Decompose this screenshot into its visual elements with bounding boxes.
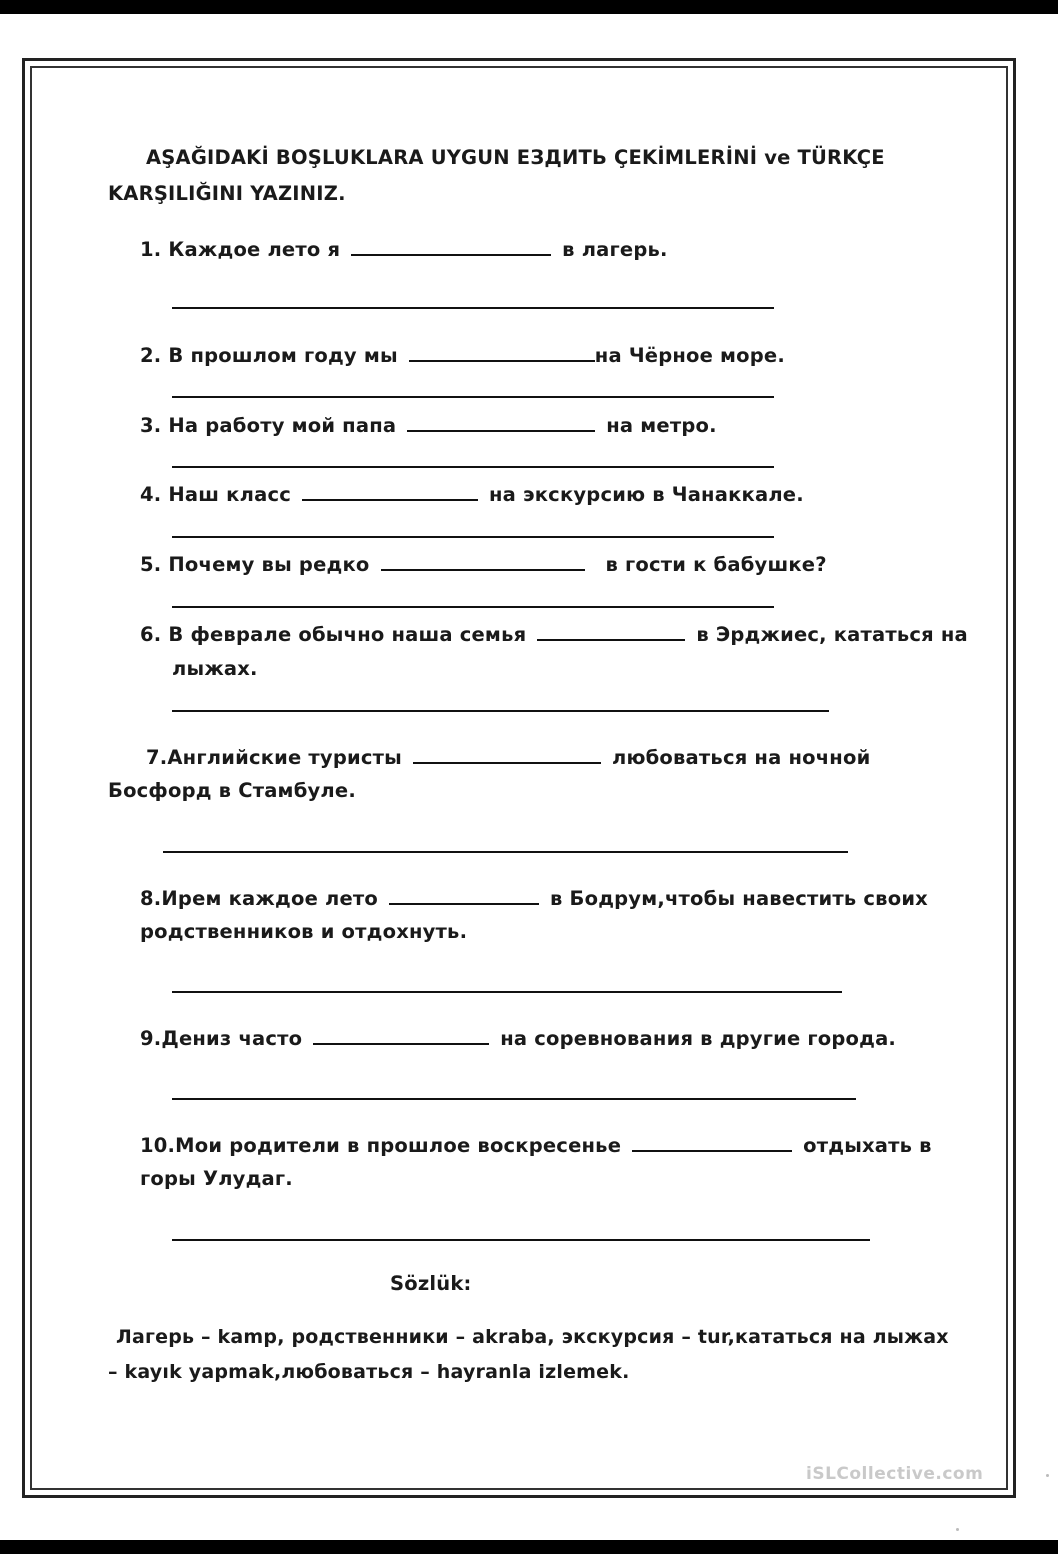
exercise-text-before: Ирем каждое лето <box>161 887 378 910</box>
translation-line-1[interactable] <box>172 307 774 309</box>
answer-blank[interactable] <box>302 481 478 501</box>
exercise-2 <box>140 342 785 367</box>
translation-line-6[interactable] <box>172 710 829 712</box>
exercise-9 <box>140 1025 896 1050</box>
exercise-text-before: На работу мой папа <box>168 414 397 437</box>
exercise-text-after: в Эрджиес, кататься на <box>696 623 968 646</box>
answer-blank[interactable] <box>413 744 601 764</box>
exercise-10 <box>140 1132 932 1157</box>
exercise-text-after: отдыхать в <box>803 1134 932 1157</box>
exercise-text-before: Дениз часто <box>161 1027 303 1050</box>
exercise-text-after: в гости к бабушке? <box>605 553 827 576</box>
worksheet-border <box>22 58 1016 1498</box>
instructions-line-1: AŞAĞIDAKİ BOŞLUKLARA UYGUN ЕЗДИТЬ ÇEKİMLERİNİ ve TÜRKÇE <box>146 146 885 169</box>
exercise-number: 5. <box>140 553 162 576</box>
speck <box>956 1528 959 1531</box>
exercise-text-after: на метро. <box>606 414 717 437</box>
instructions-line-2: KARŞILIĞINI YAZINIZ. <box>108 182 346 205</box>
top-bar <box>0 0 1058 14</box>
exercise-number: 7. <box>146 746 168 769</box>
exercise-number: 3. <box>140 414 162 437</box>
watermark: iSLCollective.com <box>806 1464 984 1484</box>
answer-blank[interactable] <box>381 551 585 571</box>
translation-line-5[interactable] <box>172 606 774 608</box>
exercise-text-before: Английские туристы <box>167 746 402 769</box>
answer-blank[interactable] <box>409 342 595 362</box>
exercise-1 <box>140 236 668 261</box>
exercise-text-after: на экскурсию в Чанаккале. <box>488 483 804 506</box>
translation-line-4[interactable] <box>172 536 774 538</box>
exercise-text-before: Каждое лето я <box>168 238 341 261</box>
answer-blank[interactable] <box>389 885 539 905</box>
exercise-number: 4. <box>140 483 162 506</box>
exercise-4 <box>140 481 804 506</box>
exercise-3 <box>140 412 717 437</box>
exercise-text-before: Наш класс <box>168 483 291 506</box>
translation-line-8[interactable] <box>172 991 842 993</box>
answer-blank[interactable] <box>407 412 595 432</box>
bottom-bar <box>0 1540 1058 1554</box>
exercise-7 <box>146 744 870 769</box>
exercise-7-continuation: Босфорд в Стамбуле. <box>108 779 356 802</box>
answer-blank[interactable] <box>351 236 551 256</box>
translation-line-2[interactable] <box>172 396 774 398</box>
exercise-8-continuation: родственников и отдохнуть. <box>140 920 468 943</box>
exercise-10-continuation: горы Улудаг. <box>140 1167 293 1190</box>
exercise-number: 10. <box>140 1134 176 1157</box>
exercise-number: 1. <box>140 238 162 261</box>
answer-blank[interactable] <box>632 1132 792 1152</box>
dictionary-line-1: Лагерь – kamp, родственники – akraba, экскурсия – tur,кататься на лыжах <box>116 1326 949 1348</box>
answer-blank[interactable] <box>537 621 685 641</box>
translation-line-3[interactable] <box>172 466 774 468</box>
exercise-text-before: Почему вы редко <box>168 553 370 576</box>
worksheet-inner-border <box>30 66 1008 1490</box>
exercise-6 <box>140 621 968 646</box>
speck <box>1046 1474 1049 1477</box>
translation-line-7[interactable] <box>163 851 848 853</box>
exercise-text-before: В прошлом году мы <box>168 344 398 367</box>
dictionary-line-2: – kayık yapmak,любоваться – hayranla izlemek. <box>108 1361 630 1383</box>
exercise-number: 8. <box>140 887 162 910</box>
translation-line-10[interactable] <box>172 1239 870 1241</box>
exercise-number: 9. <box>140 1027 162 1050</box>
exercise-6-continuation: лыжах. <box>172 657 258 680</box>
exercise-text-after: на Чёрное море. <box>594 344 785 367</box>
translation-line-9[interactable] <box>172 1098 856 1100</box>
exercise-text-after: в Бодрум,чтобы навестить своих <box>550 887 928 910</box>
exercise-text-before: В феврале обычно наша семья <box>168 623 527 646</box>
exercise-text-after: на соревнования в другие города. <box>500 1027 897 1050</box>
exercise-number: 6. <box>140 623 162 646</box>
exercise-5 <box>140 551 827 576</box>
exercise-text-after: в лагерь. <box>562 238 668 261</box>
exercise-text-after: любоваться на ночной <box>611 746 871 769</box>
exercise-8 <box>140 885 928 910</box>
exercise-number: 2. <box>140 344 162 367</box>
dictionary-title: Sözlük: <box>390 1272 472 1295</box>
answer-blank[interactable] <box>313 1025 489 1045</box>
exercise-text-before: Мои родители в прошлое воскресенье <box>175 1134 622 1157</box>
